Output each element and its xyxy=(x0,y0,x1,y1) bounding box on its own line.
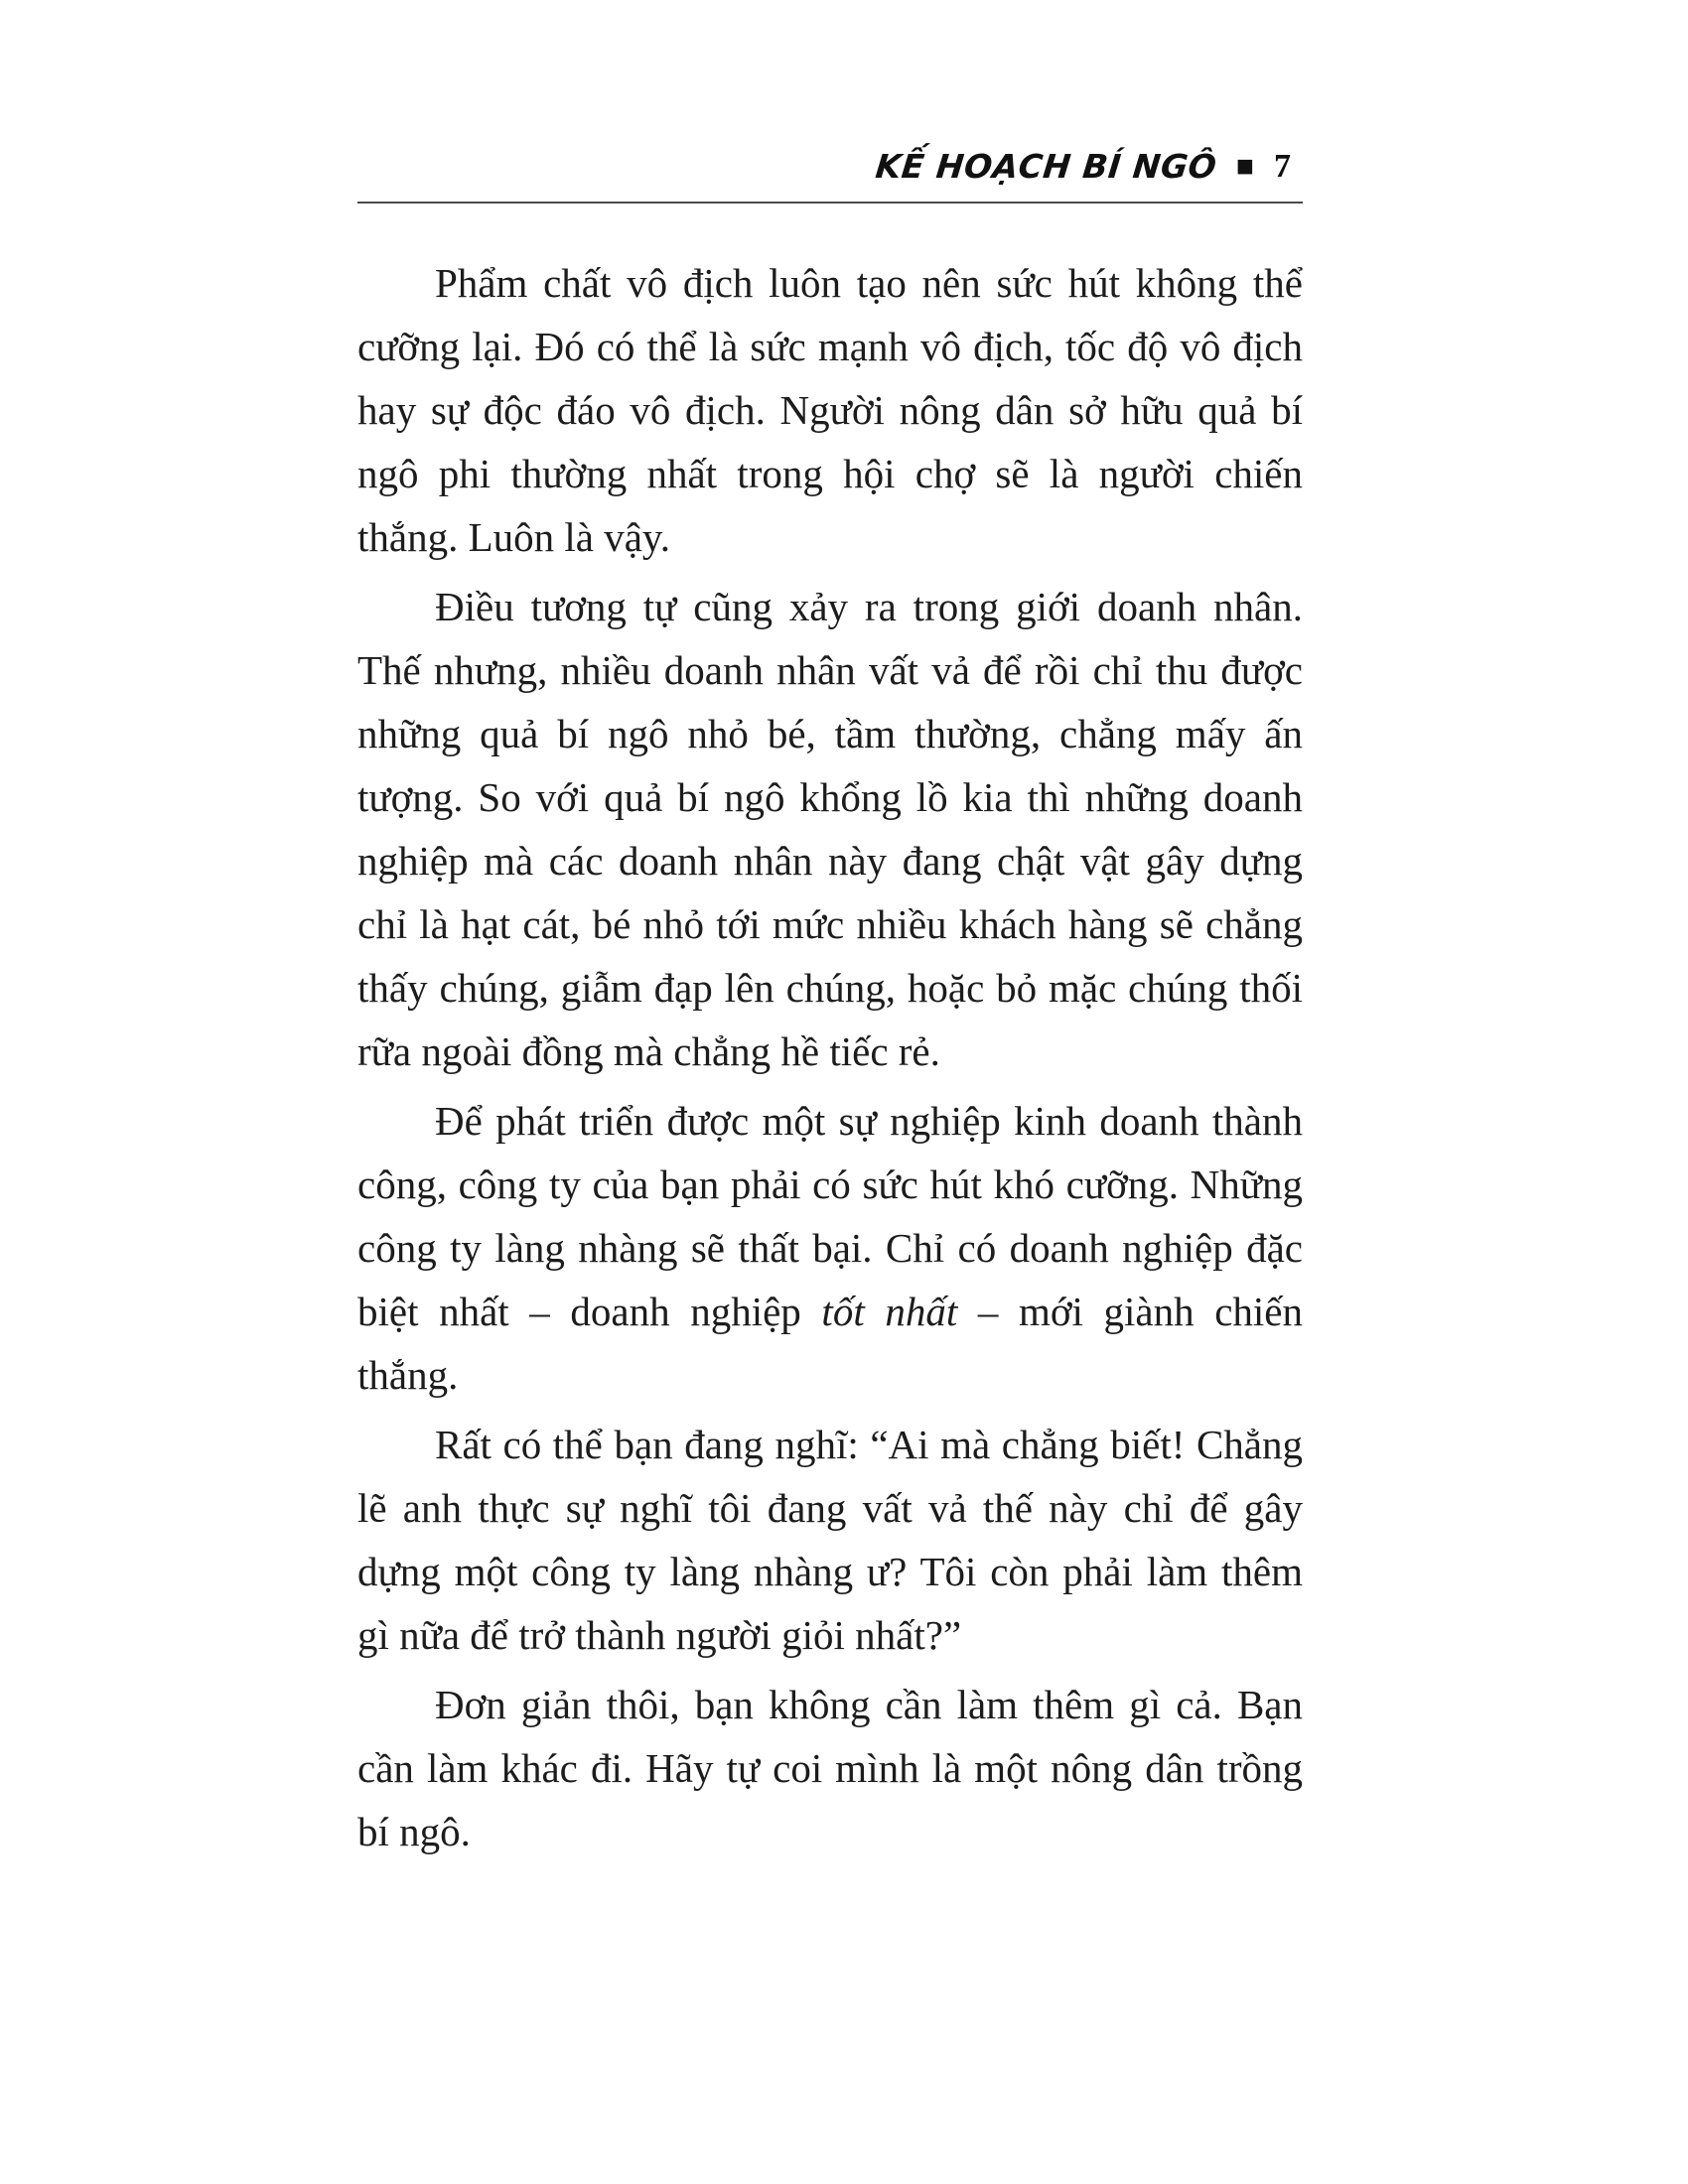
page-header xyxy=(357,147,1303,204)
paragraph-3-segment-normal: Để phát triển được một sự nghiệp kinh doanh thành công, công ty của bạn phải có sức hút khó cưỡng. Những công ty làng nhàng sẽ thất bại. Chỉ có doanh nghiệp đặc biệt nhất – doanh nghiệp xyxy=(357,1098,1303,1334)
paragraph-3-segment-italic: tốt nhất xyxy=(821,1289,958,1334)
paragraph-3 xyxy=(357,1089,1303,1407)
text-column xyxy=(357,147,1303,1869)
paragraph-4: Rất có thể bạn đang nghĩ: “Ai mà chẳng biết! Chẳng lẽ anh thực sự nghĩ tôi đang vất vả thế này chỉ để gây dựng một công ty làng nhàng ư? Tôi còn phải làm thêm gì nữa để trở thành người giỏi nhất?” xyxy=(357,1422,1303,1658)
running-head xyxy=(357,147,1303,186)
running-head-title: KẾ HOẠCH BÍ NGÔ xyxy=(873,147,1219,186)
square-bullet-icon: ■ xyxy=(1236,155,1254,177)
paragraph-2: Điều tương tự cũng xảy ra trong giới doanh nhân. Thế nhưng, nhiều doanh nhân vất vả để rồi chỉ thu được những quả bí ngô nhỏ bé, tầm thường, chẳng mấy ấn tượng. So với quả bí ngô khổng lồ kia thì những doanh nghiệp mà các doanh nhân này đang chật vật gây dựng chỉ là hạt cát, bé nhỏ tới mức nhiều khách hàng sẽ chẳng thấy chúng, giẫm đạp lên chúng, hoặc bỏ mặc chúng thối rữa ngoài đồng mà chẳng hề tiếc rẻ. xyxy=(357,584,1303,1074)
header-rule xyxy=(357,202,1303,204)
paragraph-3-segment-normal-2: – mới giành chiến thắng. xyxy=(357,1289,1304,1398)
page-body xyxy=(357,251,1303,1863)
paragraph-5: Đơn giản thôi, bạn không cần làm thêm gì cả. Bạn cần làm khác đi. Hãy tự coi mình là một nông dân trồng bí ngô. xyxy=(357,1682,1303,1854)
paragraph-1: Phẩm chất vô địch luôn tạo nên sức hút không thể cưỡng lại. Đó có thể là sức mạnh vô địch, tốc độ vô địch hay sự độc đáo vô địch. Người nông dân sở hữu quả bí ngô phi thường nhất trong hội chợ sẽ là người chiến thắng. Luôn là vậy. xyxy=(357,260,1303,560)
page-number: 7 xyxy=(1274,147,1291,185)
